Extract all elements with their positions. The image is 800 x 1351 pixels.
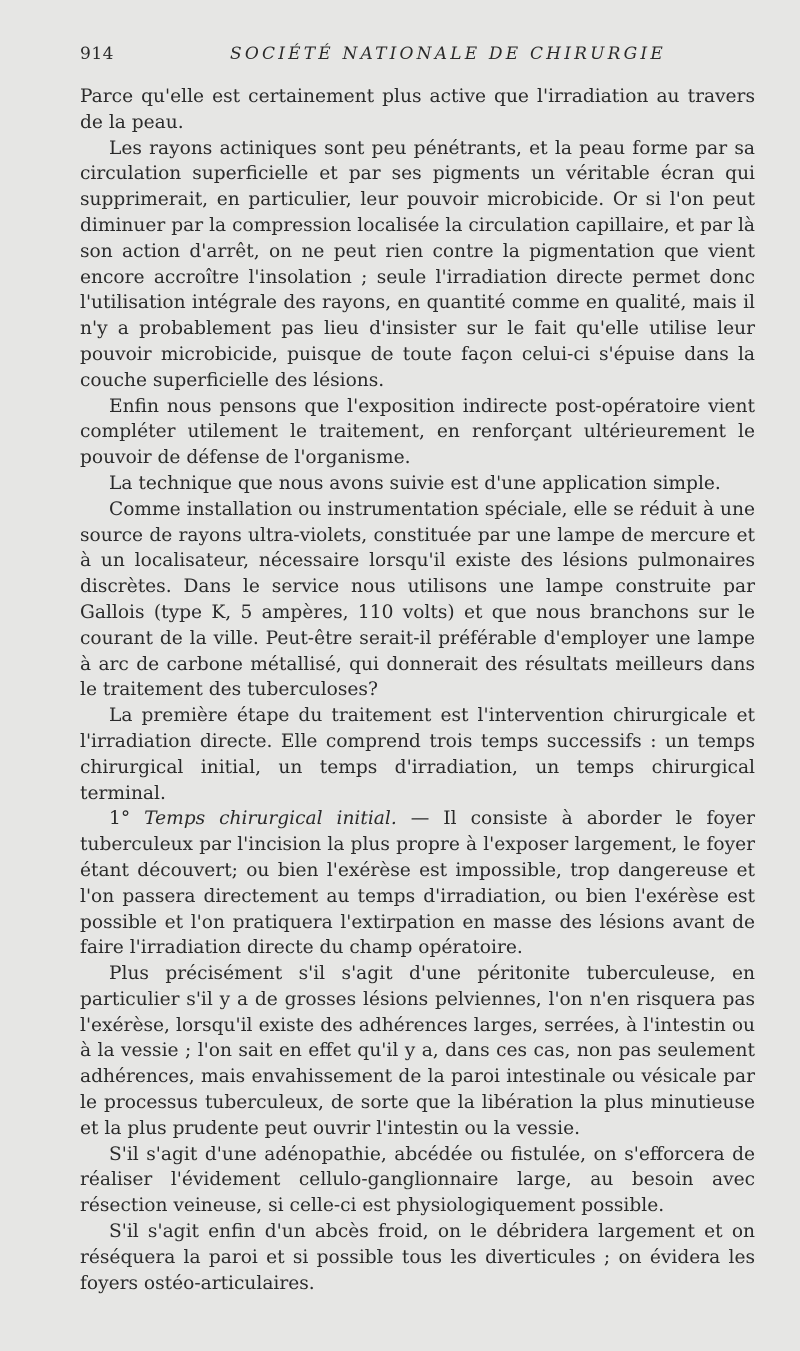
page-number: 914 <box>80 44 114 64</box>
section-title: Temps chirurgical initial. <box>144 808 397 830</box>
paragraph: Plus précisément s'il s'agit d'une péritonite tuberculeuse, en particulier s'il y a de grosses lésions pelviennes, l'on n'en risquera pas l'exérèse, lorsqu'il existe des adhérences larges, serrées, à l'intestin ou à la vessie ; l'on sait en effet qu'il y a, dans ces cas, non pas seulement adhérences, mais envahissement de la paroi intestinale ou vésicale par le processus tuberculeux, de sorte que la libération la plus minutieuse et la plus prudente peut ouvrir l'intestin ou la vessie. <box>80 963 755 1139</box>
paragraph: Comme installation ou instrumentation spéciale, elle se réduit à une source de rayons ultra-violets, constituée par une lampe de mercure et à un localisateur, nécessaire lorsqu'il existe des lésions pulmonaires discrètes. Dans le service nous utilisons une lampe construite par Gallois (type K, 5 ampères, 110 volts) et que nous branchons sur le courant de la ville. Peut-être serait-il préférable d'employer une lampe à arc de carbone métallisé, qui donnerait des résultats meilleurs dans le traitement des tuberculoses? <box>80 498 755 701</box>
paragraph: Enfin nous pensons que l'exposition indirecte post-opératoire vient compléter utilement le traitement, en renforçant ultérieurement le pouvoir de défense de l'organisme. <box>80 395 755 469</box>
section-number: 1° <box>109 808 145 830</box>
paragraph: La technique que nous avons suivie est d'une application simple. <box>109 472 721 494</box>
paragraph: Parce qu'elle est certainement plus active que l'irradiation au travers de la peau. <box>80 86 755 133</box>
section-text: — Il consiste à aborder le foyer tuberculeux par l'incision la plus propre à l'exposer largement, le foyer étant découvert; ou bien l'exérèse est impossible, trop dangereuse et l'on passera directement au temps d'irradiation, ou bien l'exérèse est possible et l'on pratiquera l'extirpation en masse des lésions avant de faire l'irradiation directe du champ opératoire. <box>80 808 755 959</box>
page-header <box>80 44 755 70</box>
paragraph: La première étape du traitement est l'intervention chirurgicale et l'irradiation directe. Elle comprend trois temps successifs : un temps chirurgical initial, un temps d'irradiation, un temps chirurgical terminal. <box>80 705 755 804</box>
running-title: SOCIÉTÉ NATIONALE DE CHIRURGIE <box>230 44 666 64</box>
paragraph: S'il s'agit enfin d'un abcès froid, on le débridera largement et on réséquera la paroi et si possible tous les diverticules ; on évidera les foyers ostéo-articulaires. <box>80 1221 755 1294</box>
paragraph: S'il s'agit d'une adénopathie, abcédée ou fistulée, on s'efforcera de réaliser l'évidement cellulo-ganglionnaire large, au besoin avec résection veineuse, si celle-ci est physiologiquement possible. <box>80 1143 755 1217</box>
paragraph: Les rayons actiniques sont peu pénétrants, et la peau forme par sa circulation superficielle et par ses pigments un véritable écran qui supprimerait, en particulier, leur pouvoir microbicide. Or si l'on peut diminuer par la compression localisée la circulation capillaire, et par là son action d'arrêt, on ne peut rien contre la pigmentation que vient encore accroître l'insolation ; seule l'irradiation directe permet donc l'utilisation intégrale des rayons, en quantité comme en qualité, mais il n'y a probablement pas lieu d'insister sur le fait qu'elle utilise leur pouvoir microbicide, puisque de toute façon celui-ci s'épuise dans la couche superficielle des lésions. <box>80 137 755 391</box>
body-text <box>80 84 755 1296</box>
paragraph-section-heading <box>80 806 755 961</box>
